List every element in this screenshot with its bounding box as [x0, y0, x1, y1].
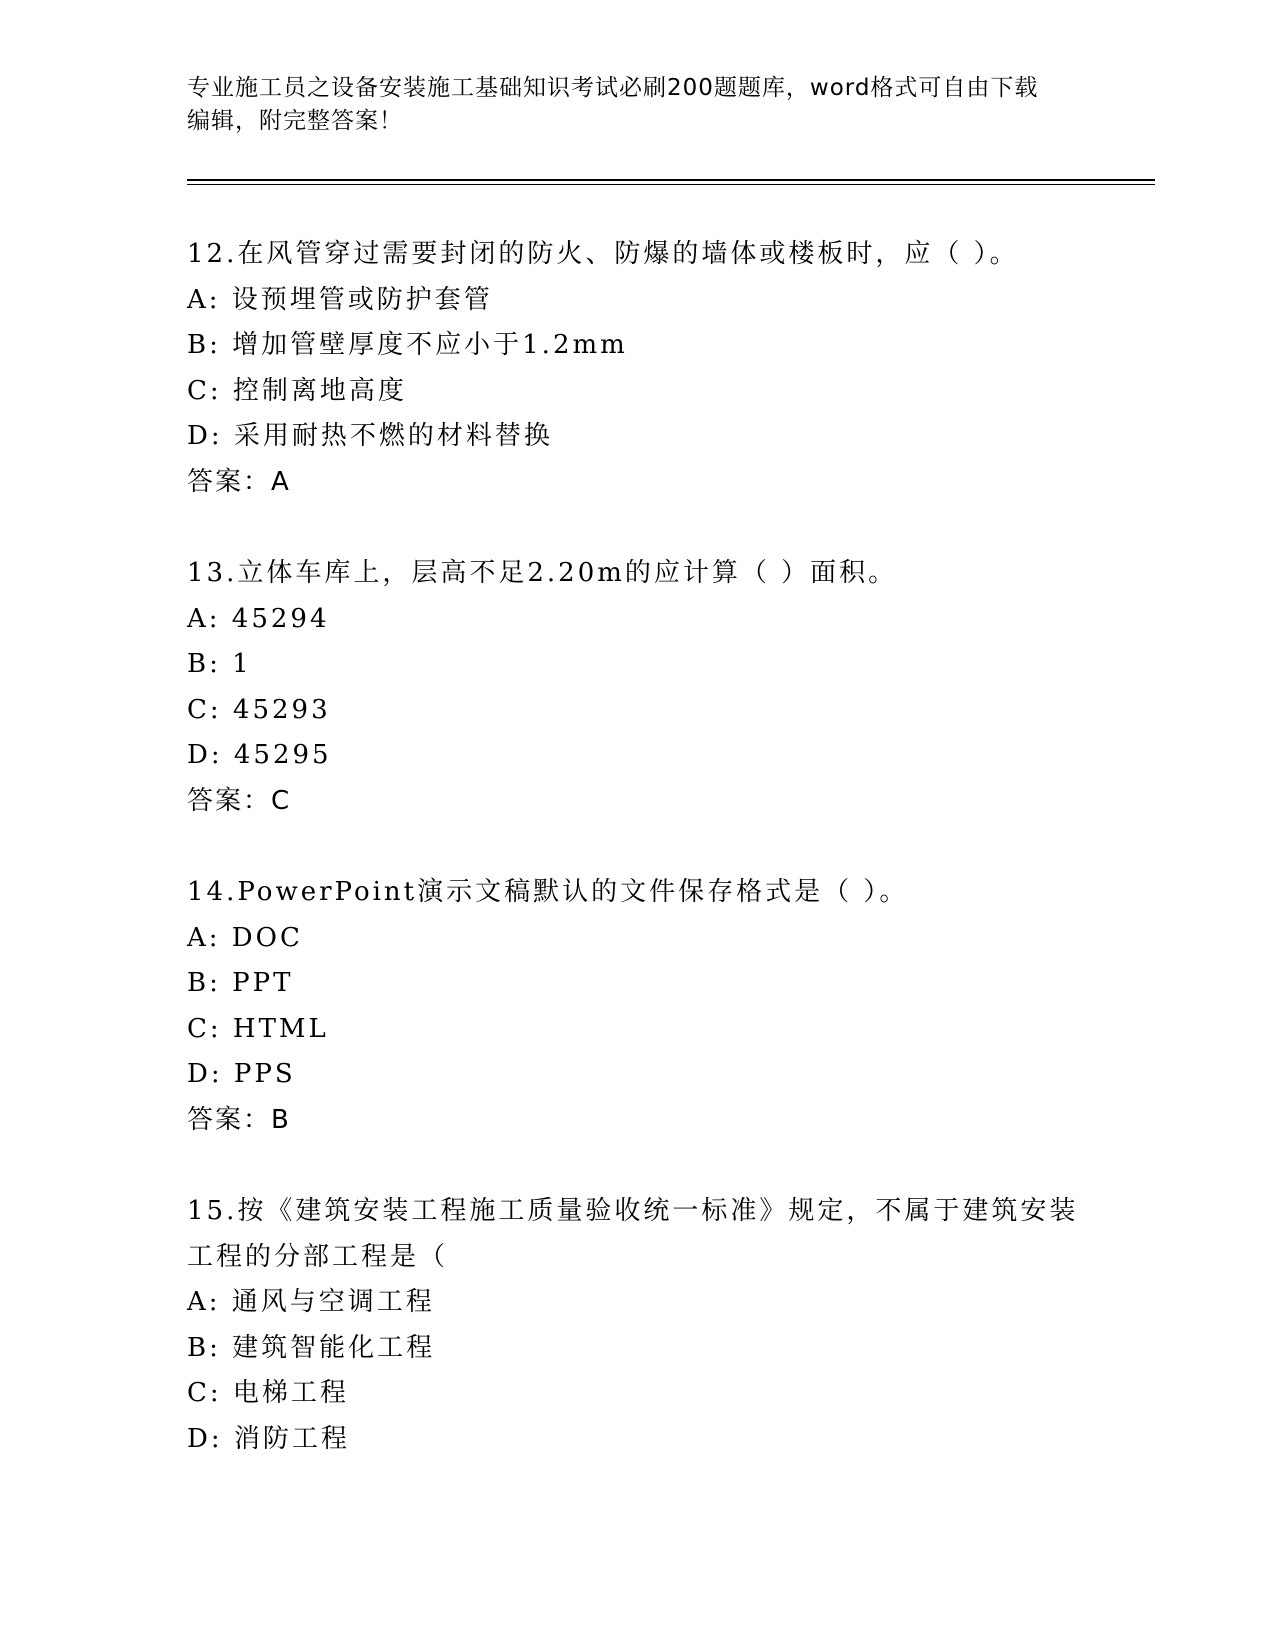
header-divider-thick — [187, 179, 1155, 181]
option-b: B: PPT — [187, 968, 294, 998]
option-c: C: HTML — [187, 1013, 329, 1044]
question-stem: 12.在风管穿过需要封闭的防火、防爆的墙体或楼板时，应（ ）。 — [187, 239, 1019, 269]
option-a: A: 通风与空调工程 — [187, 1287, 435, 1317]
option-d: D: PPS — [187, 1059, 296, 1089]
option-c: C: 控制离地高度 — [187, 375, 407, 406]
option-d: D: 45295 — [187, 740, 332, 770]
option-a: A: 设预埋管或防护套管 — [187, 284, 493, 315]
question-stem: 14.PowerPoint演示文稿默认的文件保存格式是（ ）。 — [187, 877, 909, 907]
header-divider-thin — [187, 184, 1155, 185]
answer-line: 答案：C — [187, 785, 292, 816]
option-a: A: DOC — [187, 922, 303, 953]
option-a: A: 45294 — [187, 603, 330, 634]
title-line-1: 专业施工员之设备安装施工基础知识考试必刷200题题库，word格式可自由下载 — [187, 75, 1039, 101]
title-line-2: 编辑，附完整答案！ — [187, 108, 403, 134]
option-c: C: 45293 — [187, 694, 331, 725]
question-12 — [187, 232, 1117, 505]
question-stem: 13.立体车库上，层高不足2.20m的应计算（ ）面积。 — [187, 558, 898, 588]
option-c: C: 电梯工程 — [187, 1378, 349, 1408]
option-b: B: 1 — [187, 649, 252, 679]
question-stem-line-2: 工程的分部工程是（ — [187, 1241, 449, 1272]
option-d: D: 消防工程 — [187, 1423, 350, 1454]
question-14 — [187, 870, 1117, 1143]
question-stem-line-1: 15.按《建筑安装工程施工质量验收统一标准》规定，不属于建筑安装 — [187, 1196, 1079, 1226]
option-d: D: 采用耐热不燃的材料替换 — [187, 421, 553, 451]
answer-line: 答案：B — [187, 1104, 291, 1135]
option-b: B: 增加管壁厚度不应小于1.2mm — [187, 330, 628, 360]
answer-line: 答案：A — [187, 466, 291, 497]
question-13 — [187, 551, 1117, 824]
question-15 — [187, 1189, 1117, 1462]
option-b: B: 建筑智能化工程 — [187, 1332, 436, 1363]
document-title — [187, 72, 1087, 138]
